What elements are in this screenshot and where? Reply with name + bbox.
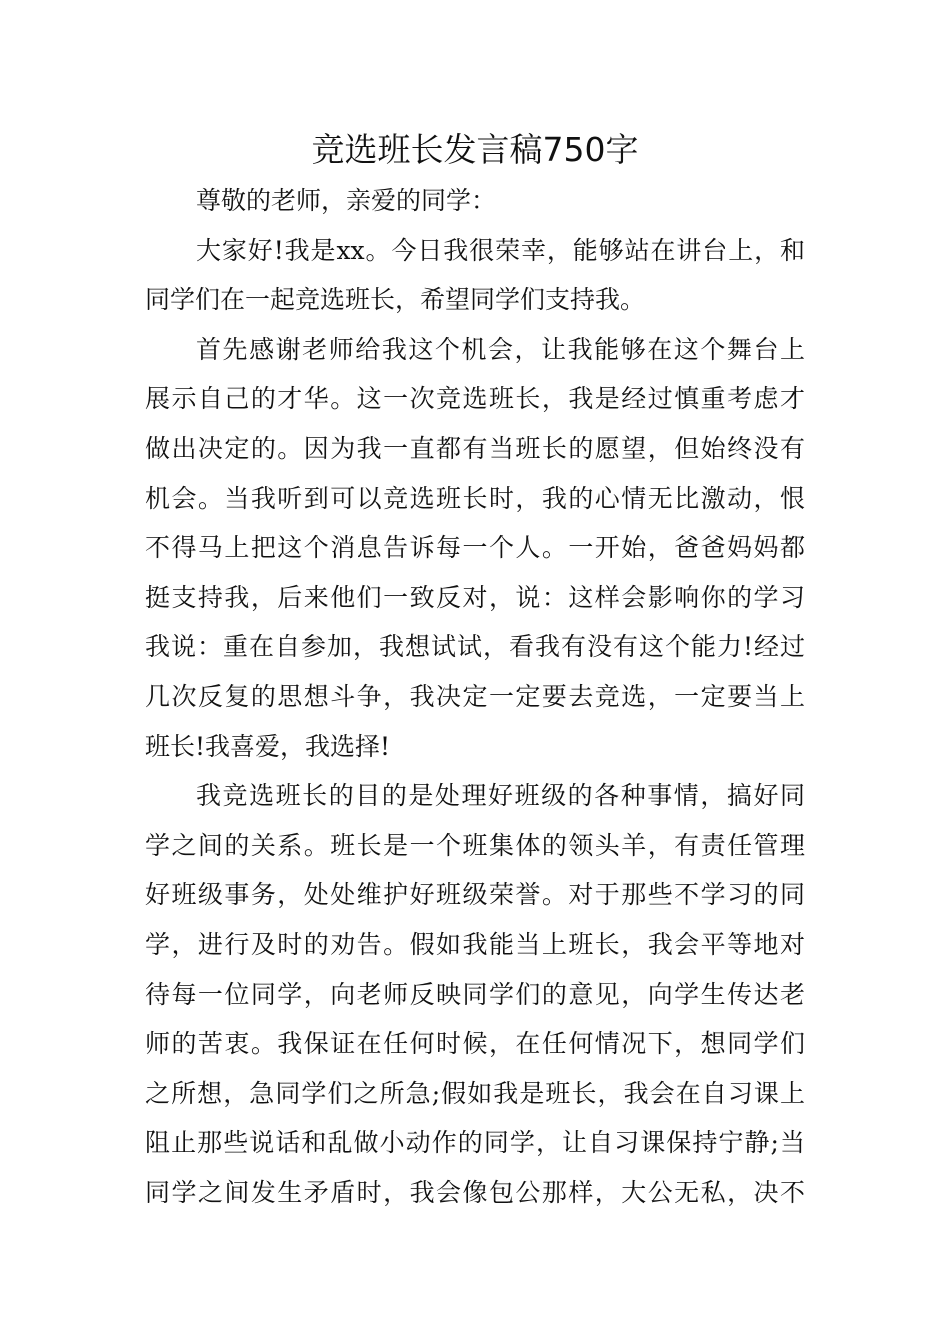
text-line: 师的苦衷。我保证在任何时候，在任何情况下，想同学们 <box>145 1029 805 1059</box>
text-line: 学之间的关系。班长是一个班集体的领头羊，有责任管理 <box>145 830 805 860</box>
text-line: 待每一位同学，向老师反映同学们的意见，向学生传达老 <box>145 979 805 1009</box>
text-line: 尊敬的老师，亲爱的同学： <box>196 186 497 215</box>
text-line: 首先感谢老师给我这个机会，让我能够在这个舞台上 <box>196 334 805 364</box>
text-line: 同学之间发生矛盾时，我会像包公那样，大公无私，决不 <box>145 1177 805 1207</box>
text-line: 做出决定的。因为我一直都有当班长的愿望，但始终没有 <box>145 433 805 463</box>
text-line: 同学们在一起竞选班长，希望同学们支持我。 <box>145 285 646 315</box>
text-line: 班长!我喜爱，我选择! <box>145 731 391 761</box>
document-body <box>145 176 805 1217</box>
text-line: 我说：重在自参加，我想试试，看我有没有这个能力!经过 <box>145 632 805 662</box>
text-line: 好班级事务，处处维护好班级荣誉。对于那些不学习的同 <box>145 880 805 910</box>
document-title: 竞选班长发言稿750字 <box>311 130 639 169</box>
text-line: 几次反复的思想斗争，我决定一定要去竞选，一定要当上 <box>145 681 805 711</box>
text-line: 之所想，急同学们之所急;假如我是班长，我会在自习课上 <box>145 1078 805 1108</box>
text-line: 大家好!我是xx。今日我很荣幸，能够站在讲台上，和 <box>196 235 805 265</box>
text-line: 不得马上把这个消息告诉每一个人。一开始，爸爸妈妈都 <box>145 533 805 563</box>
text-line: 机会。当我听到可以竞选班长时，我的心情无比激动，恨 <box>145 483 805 513</box>
text-line: 展示自己的才华。这一次竞选班长，我是经过慎重考虑才 <box>145 384 805 414</box>
text-line: 学，进行及时的劝告。假如我能当上班长，我会平等地对 <box>145 929 805 959</box>
text-line: 阻止那些说话和乱做小动作的同学，让自习课保持宁静;当 <box>145 1128 805 1158</box>
text-line: 我竞选班长的目的是处理好班级的各种事情，搞好同 <box>196 781 805 811</box>
text-line: 挺支持我，后来他们一致反对，说：这样会影响你的学习 <box>145 582 805 612</box>
